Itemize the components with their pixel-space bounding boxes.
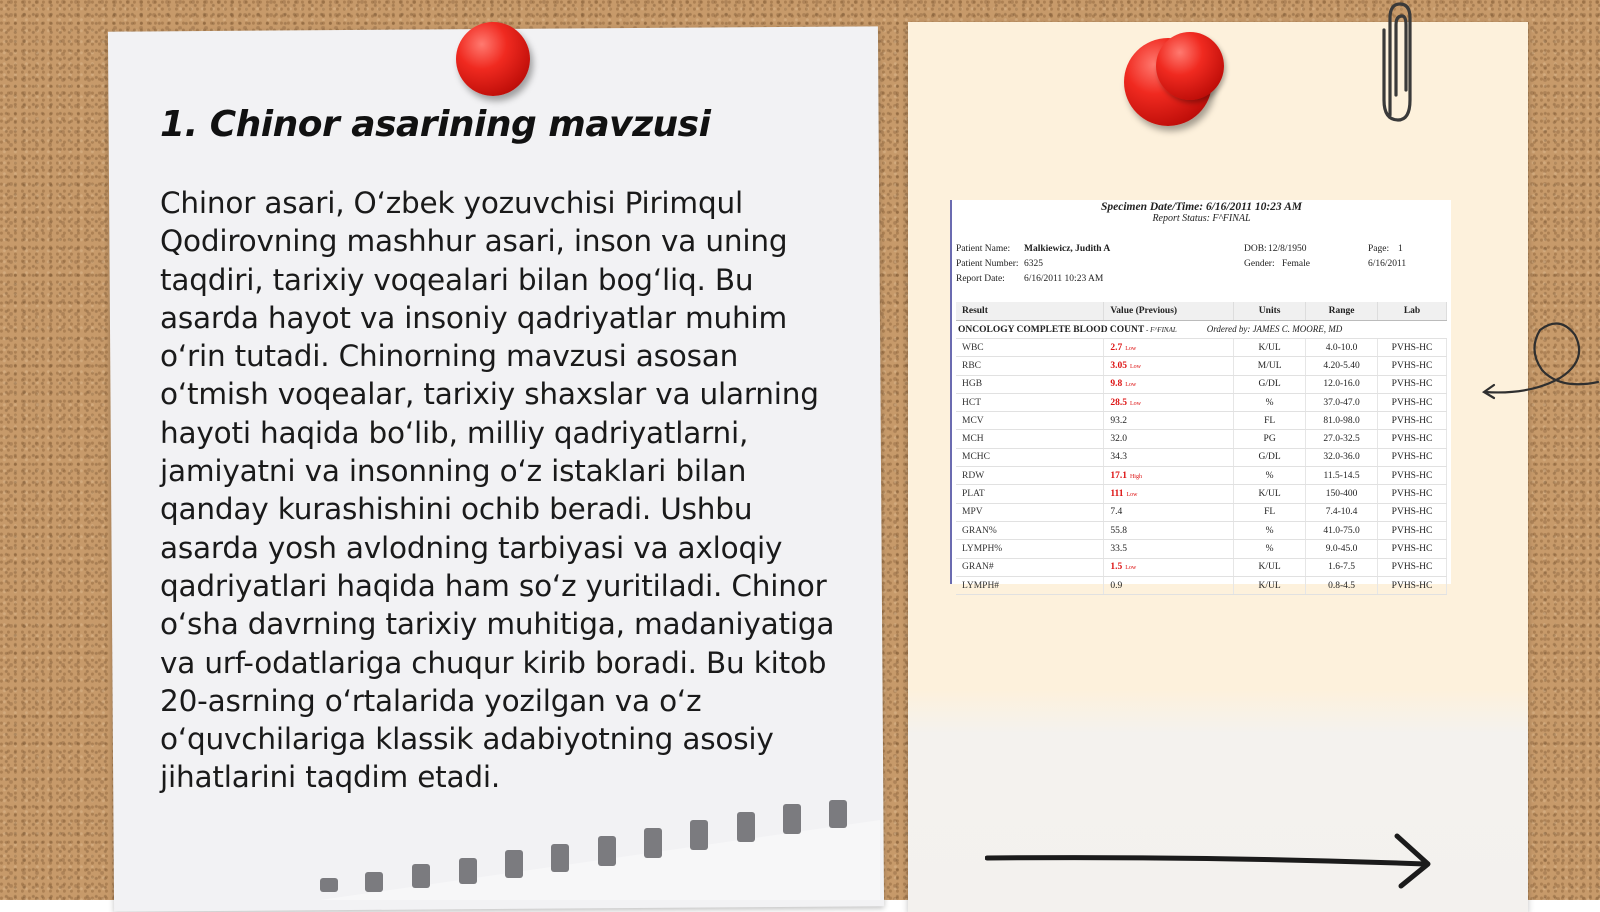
result-value-cell bbox=[1104, 357, 1234, 375]
result-range-cell: 81.0-98.0 bbox=[1306, 412, 1378, 430]
note-title: 1. Chinor asarining mavzusi bbox=[160, 104, 711, 145]
result-name-cell: HCT bbox=[956, 393, 1104, 411]
result-name-cell: MCV bbox=[956, 412, 1104, 430]
col-header-result: Result bbox=[956, 302, 1104, 321]
result-value: 28.5 bbox=[1110, 397, 1127, 408]
dob-value: 12/8/1950 bbox=[1268, 244, 1307, 254]
doodle-arrow-icon bbox=[1480, 310, 1600, 410]
result-value-cell bbox=[1104, 339, 1234, 357]
result-lab-cell: PVHS-HC bbox=[1378, 558, 1447, 576]
result-range-cell: 7.4-10.4 bbox=[1306, 503, 1378, 521]
report-patient-info bbox=[956, 242, 1446, 287]
result-value-cell bbox=[1104, 503, 1234, 521]
result-flag: Low bbox=[1126, 492, 1138, 499]
result-value: 17.1 bbox=[1110, 470, 1127, 481]
result-lab-cell: PVHS-HC bbox=[1378, 540, 1447, 558]
result-range-cell: 41.0-75.0 bbox=[1306, 521, 1378, 539]
result-units-cell: K/UL bbox=[1234, 485, 1306, 503]
result-name-cell: PLAT bbox=[956, 485, 1104, 503]
result-units-cell: FL bbox=[1234, 412, 1306, 430]
lab-result-row bbox=[956, 448, 1447, 466]
col-header-range: Range bbox=[1306, 302, 1378, 321]
result-range-cell: 12.0-16.0 bbox=[1306, 375, 1378, 393]
result-lab-cell: PVHS-HC bbox=[1378, 448, 1447, 466]
result-value: 2.7 bbox=[1110, 342, 1123, 353]
lab-result-row bbox=[956, 540, 1447, 558]
result-lab-cell: PVHS-HC bbox=[1378, 357, 1447, 375]
result-range-cell: 37.0-47.0 bbox=[1306, 393, 1378, 411]
result-value: 55.8 bbox=[1110, 525, 1127, 536]
result-range-cell: 150-400 bbox=[1306, 485, 1378, 503]
result-units-cell: G/DL bbox=[1234, 375, 1306, 393]
result-range-cell: 11.5-14.5 bbox=[1306, 467, 1378, 485]
col-header-value: Value (Previous) bbox=[1104, 302, 1234, 321]
lab-result-row bbox=[956, 503, 1447, 521]
result-name-cell: WBC bbox=[956, 339, 1104, 357]
result-value-cell bbox=[1104, 412, 1234, 430]
result-units-cell: M/UL bbox=[1234, 357, 1306, 375]
result-value-cell bbox=[1104, 485, 1234, 503]
gender-label: Gender: bbox=[1244, 259, 1275, 269]
lab-result-row bbox=[956, 485, 1447, 503]
lab-result-row bbox=[956, 375, 1447, 393]
page-label: Page: bbox=[1368, 244, 1390, 254]
result-lab-cell: PVHS-HC bbox=[1378, 576, 1447, 594]
result-value: 93.2 bbox=[1110, 415, 1127, 426]
result-units-cell: % bbox=[1234, 467, 1306, 485]
page-value: 1 bbox=[1398, 244, 1403, 254]
result-value: 33.5 bbox=[1110, 543, 1127, 554]
result-value-cell bbox=[1104, 467, 1234, 485]
result-value: 34.3 bbox=[1110, 452, 1127, 463]
result-value-cell bbox=[1104, 576, 1234, 594]
result-units-cell: K/UL bbox=[1234, 339, 1306, 357]
lab-result-row bbox=[956, 339, 1447, 357]
patient-number-label: Patient Number: bbox=[956, 259, 1019, 269]
result-units-cell: G/DL bbox=[1234, 448, 1306, 466]
lab-result-row bbox=[956, 521, 1447, 539]
result-lab-cell: PVHS-HC bbox=[1378, 412, 1447, 430]
result-name-cell: MCHC bbox=[956, 448, 1104, 466]
result-name-cell: RDW bbox=[956, 467, 1104, 485]
result-units-cell: % bbox=[1234, 393, 1306, 411]
result-value: 0.9 bbox=[1110, 580, 1123, 591]
result-value: 7.4 bbox=[1110, 507, 1123, 518]
result-lab-cell: PVHS-HC bbox=[1378, 485, 1447, 503]
lab-results-table bbox=[956, 302, 1447, 595]
result-flag: Low bbox=[1129, 400, 1141, 407]
push-pin-left bbox=[456, 22, 530, 96]
result-flag: Low bbox=[1125, 345, 1137, 352]
result-range-cell: 9.0-45.0 bbox=[1306, 540, 1378, 558]
result-name-cell: GRAN# bbox=[956, 558, 1104, 576]
result-flag: Low bbox=[1129, 363, 1141, 370]
order-row bbox=[956, 321, 1447, 339]
result-lab-cell: PVHS-HC bbox=[1378, 467, 1447, 485]
result-value: 3.05 bbox=[1110, 360, 1127, 371]
lab-result-row bbox=[956, 357, 1447, 375]
dob-label: DOB: bbox=[1244, 244, 1267, 254]
result-value: 32.0 bbox=[1110, 434, 1127, 445]
result-range-cell: 32.0-36.0 bbox=[1306, 448, 1378, 466]
result-range-cell: 1.6-7.5 bbox=[1306, 558, 1378, 576]
patient-number: 6325 bbox=[1024, 259, 1043, 269]
result-value-cell bbox=[1104, 393, 1234, 411]
push-pin-right-top bbox=[1156, 32, 1224, 100]
lab-result-row bbox=[956, 467, 1447, 485]
lab-table-header bbox=[956, 302, 1447, 321]
result-lab-cell: PVHS-HC bbox=[1378, 503, 1447, 521]
result-units-cell: % bbox=[1234, 521, 1306, 539]
result-value-cell bbox=[1104, 448, 1234, 466]
report-status: Report Status: F^FINAL bbox=[1152, 213, 1251, 224]
lab-result-row bbox=[956, 412, 1447, 430]
result-units-cell: K/UL bbox=[1234, 576, 1306, 594]
result-units-cell: K/UL bbox=[1234, 558, 1306, 576]
ordered-by: Ordered by: JAMES C. MOORE, MD bbox=[1206, 324, 1343, 334]
result-name-cell: MCH bbox=[956, 430, 1104, 448]
col-header-units: Units bbox=[1234, 302, 1306, 321]
result-flag: Low bbox=[1125, 565, 1137, 572]
note-body-text: Chinor asari, O‘zbek yozuvchisi Pirimqul Qodirovning mashhur asari, inson va uning taqdiri, tarixiy voqealari bilan bog‘liq. Bu asarda hayot va insoniy qadriyatlar muhim o‘rin tutadi. Chinorning mavzusi asosan o‘tmish voqealar, tarixiy shaxslar va ularning hayoti haqida bo‘lib, milliy qadriyatlarni, jamiyatni va insonning o‘z istaklari bilan qanday kurashishini ochib beradi. Ushbu asarda yosh avlodning tarbiyasi va axloqiy qadriyatlari haqida ham so‘z yuritiladi. Chinor o‘sha davrning tarixiy muhitiga, madaniyatiga va urf-odatlariga chuqur kirib boradi. Bu kitob 20-asrning o‘rtalarida yozilgan va o‘z o‘quvchilariga klassik adabiyotning asosiy jihatlarini taqdim etadi. bbox=[160, 186, 835, 795]
result-name-cell: RBC bbox=[956, 357, 1104, 375]
result-units-cell: PG bbox=[1234, 430, 1306, 448]
result-name-cell: LYMPH# bbox=[956, 576, 1104, 594]
result-units-cell: FL bbox=[1234, 503, 1306, 521]
patient-name-label: Patient Name: bbox=[956, 244, 1011, 254]
lab-report-image bbox=[950, 200, 1451, 591]
result-value-cell bbox=[1104, 430, 1234, 448]
order-status: - F^FINAL bbox=[1144, 326, 1177, 334]
col-header-lab: Lab bbox=[1378, 302, 1447, 321]
order-title: ONCOLOGY COMPLETE BLOOD COUNT bbox=[958, 325, 1145, 335]
result-lab-cell: PVHS-HC bbox=[1378, 375, 1447, 393]
result-units-cell: % bbox=[1234, 540, 1306, 558]
result-name-cell: LYMPH% bbox=[956, 540, 1104, 558]
result-range-cell: 27.0-32.5 bbox=[1306, 430, 1378, 448]
result-range-cell: 0.8-4.5 bbox=[1306, 576, 1378, 594]
result-lab-cell: PVHS-HC bbox=[1378, 521, 1447, 539]
lab-result-row bbox=[956, 558, 1447, 576]
result-range-cell: 4.0-10.0 bbox=[1306, 339, 1378, 357]
lab-result-row bbox=[956, 393, 1447, 411]
result-flag: High bbox=[1129, 473, 1142, 480]
long-arrow-icon bbox=[985, 830, 1445, 890]
gender-value: Female bbox=[1282, 259, 1310, 269]
result-value: 9.8 bbox=[1110, 379, 1123, 390]
result-value: 111 bbox=[1110, 489, 1124, 500]
result-lab-cell: PVHS-HC bbox=[1378, 339, 1447, 357]
result-value-cell bbox=[1104, 558, 1234, 576]
result-lab-cell: PVHS-HC bbox=[1378, 430, 1447, 448]
result-range-cell: 4.20-5.40 bbox=[1306, 357, 1378, 375]
report-date-label: Report Date: bbox=[956, 274, 1005, 284]
result-flag: Low bbox=[1125, 382, 1137, 389]
report-date: 6/16/2011 10:23 AM bbox=[1024, 274, 1104, 284]
report-specimen: Specimen Date/Time: 6/16/2011 10:23 AM bbox=[1100, 201, 1303, 213]
lab-result-row bbox=[956, 430, 1447, 448]
result-lab-cell: PVHS-HC bbox=[1378, 393, 1447, 411]
result-value-cell bbox=[1104, 521, 1234, 539]
result-name-cell: GRAN% bbox=[956, 521, 1104, 539]
result-name-cell: MPV bbox=[956, 503, 1104, 521]
result-value: 1.5 bbox=[1110, 562, 1123, 573]
notebook-spiral bbox=[320, 800, 880, 900]
result-value-cell bbox=[1104, 540, 1234, 558]
result-value-cell bbox=[1104, 375, 1234, 393]
paper-clip-icon bbox=[1378, 0, 1418, 125]
lab-result-row bbox=[956, 576, 1447, 594]
patient-name: Malkiewicz, Judith A bbox=[1024, 244, 1111, 254]
result-name-cell: HGB bbox=[956, 375, 1104, 393]
report-date-right: 6/16/2011 bbox=[1368, 259, 1407, 269]
